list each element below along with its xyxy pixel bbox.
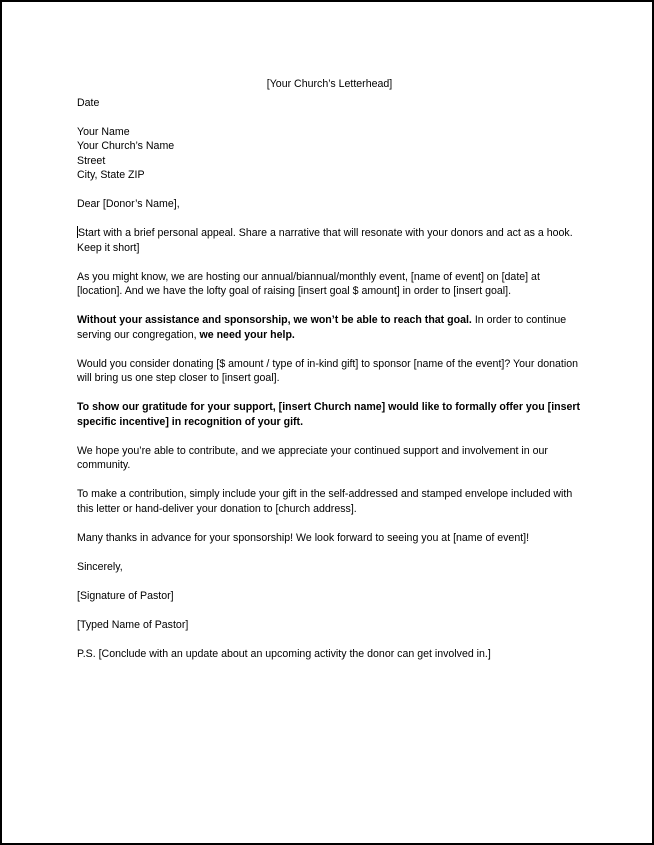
paragraph-donation-request: Would you consider donating [$ amount / type of in-kind gift] to sponsor [name of the event]? Your donation will bring us one step closer to [insert goal].: [77, 357, 578, 384]
sender-city: City, State ZIP: [77, 169, 145, 181]
typed-name-placeholder: [Typed Name of Pastor]: [77, 618, 189, 631]
letterhead: [Your Church’s Letterhead]: [266, 78, 393, 90]
gratitude-bold-text: To show our gratitude for your support, [insert Church name] would like to formally offer you [insert specific incentive] in recognition of your gift.: [77, 401, 581, 428]
need-help-bold-text: we need your help.: [199, 328, 295, 341]
assistance-bold-text: Without your assistance and sponsorship, we won’t be able to reach that goal.: [77, 314, 472, 326]
postscript: P.S. [Conclude with an update about an upcoming activity the donor can get involved in.]: [77, 647, 491, 660]
letter-body[interactable]: [77, 77, 582, 676]
paragraph-appeal-text: Start with a brief personal appeal. Share a narrative that will resonate with your donors and act as a hook. Keep it short]: [77, 227, 573, 254]
paragraph-gratitude: [77, 400, 582, 429]
paragraph-thanks: Many thanks in advance for your sponsorship! We look forward to seeing you at [name of event]!: [77, 531, 530, 544]
sender-name: Your Name: [77, 125, 130, 138]
sender-address: [77, 125, 582, 183]
sender-church: Your Church’s Name: [77, 140, 175, 152]
closing: Sincerely,: [77, 560, 123, 573]
assistance-normal-text: In order to continue serving our congregation,: [77, 314, 567, 341]
date-line: Date: [77, 96, 100, 109]
paragraph-hope: We hope you’re able to contribute, and we appreciate your continued support and involvement in our community.: [77, 444, 548, 471]
paragraph-appeal[interactable]: [77, 226, 582, 255]
paragraph-assistance: [77, 313, 582, 342]
paragraph-contribution: To make a contribution, simply include your gift in the self-addressed and stamped envelope included with this letter or hand-deliver your donation to [church address].: [77, 488, 573, 515]
signature-placeholder: [Signature of Pastor]: [77, 589, 174, 602]
salutation: Dear [Donor’s Name],: [77, 198, 180, 210]
paragraph-event: As you might know, we are hosting our annual/biannual/monthly event, [name of event] on [date] at [location]. And we have the lofty goal of raising [insert goal $ amount] in order to [insert goal].: [77, 270, 540, 297]
sender-street: Street: [77, 154, 106, 167]
